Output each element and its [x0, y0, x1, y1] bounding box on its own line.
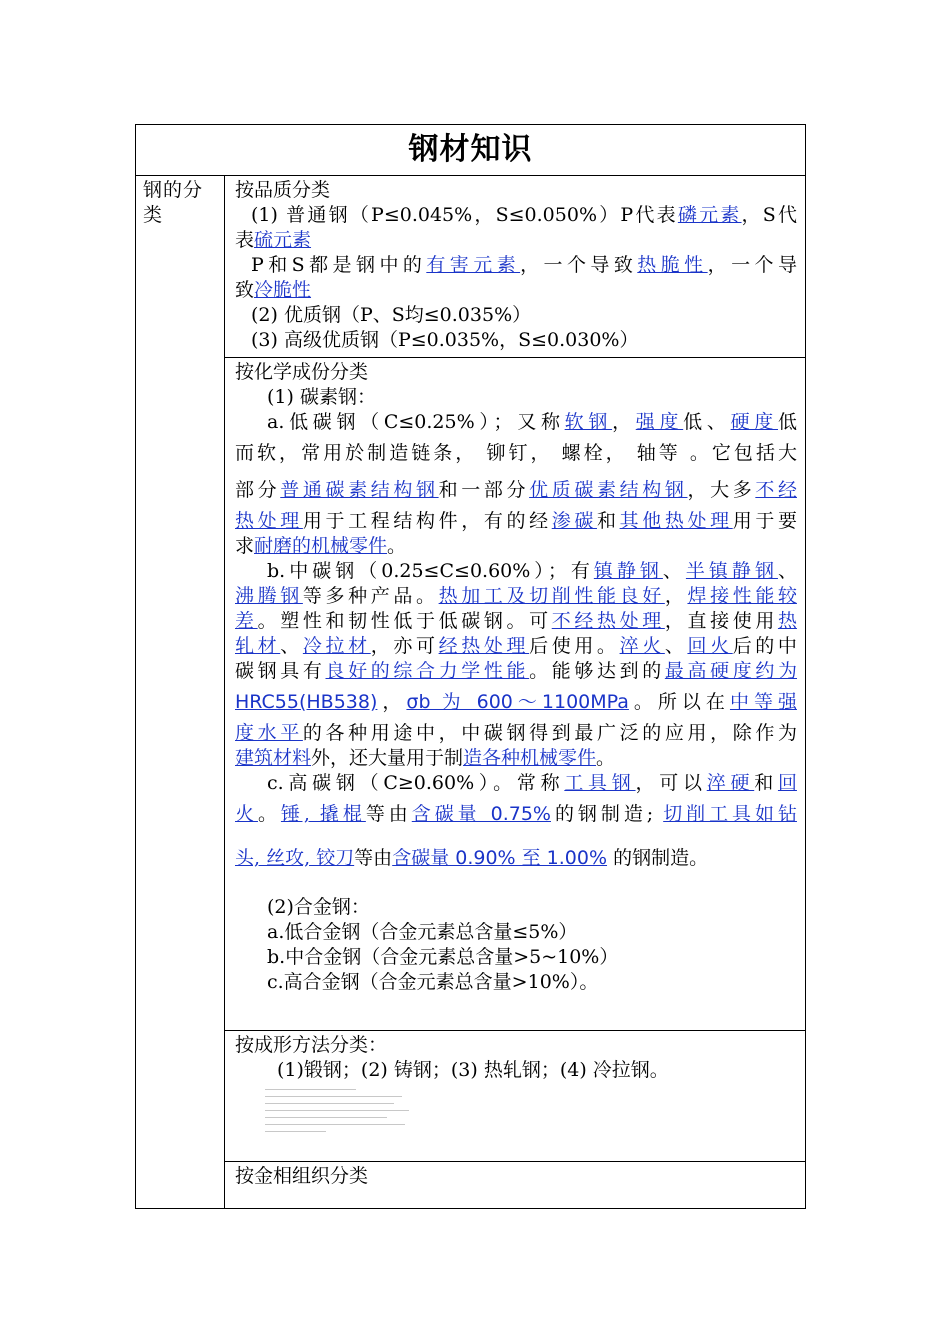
link-carbon-090[interactable]: 含碳量 0.90% 至 1.00%: [392, 847, 608, 869]
quality-line-1: (1) 普通钢（P≤0.045%，S≤0.050%）P代表磷元素，S代: [251, 204, 797, 226]
link-hammer-crowbar[interactable]: 锤, 撬棍: [280, 803, 366, 825]
chem-heading: 按化学成份分类: [235, 361, 369, 383]
category-label-cell: [136, 176, 225, 1209]
link-carbon-075[interactable]: 含碳量 0.75%: [411, 803, 551, 825]
link-hot-brittleness[interactable]: 热脆性: [637, 254, 708, 276]
link-medium-strength-2[interactable]: 度水平: [235, 722, 303, 744]
embedded-thumbnail-image: [265, 1089, 417, 1155]
mid-carbon-line-6: HRC55(HB538)，σb 为 600～1100MPa。所以在中等强: [235, 691, 797, 713]
low-carbon-line-1: a.低碳钢（C≤0.25%）；又称软钢，强度低、硬度低: [267, 411, 797, 433]
link-tempering-high[interactable]: 回: [777, 772, 797, 794]
carbon-heading: (1) 碳素钢：: [267, 386, 376, 408]
link-no-heat-treatment[interactable]: 不经: [755, 479, 797, 501]
link-medium-strength[interactable]: 中等强: [729, 691, 797, 713]
link-weldability-2[interactable]: 差: [235, 610, 258, 632]
link-hardening[interactable]: 淬硬: [706, 772, 755, 794]
alloy-high: c.高合金钢（合金元素总含量>10%）。: [267, 971, 599, 993]
link-cutting-tools[interactable]: 切削工具如钻: [663, 803, 797, 825]
low-carbon-line-5: 求耐磨的机械零件。: [235, 535, 407, 557]
link-rimmed-steel[interactable]: 沸腾钢: [235, 585, 303, 607]
page-title: 钢材知识: [408, 132, 533, 167]
link-quenching[interactable]: 淬火: [619, 635, 665, 657]
quality-line-3: P和S都是钢中的有害元素，一个导致热脆性，一个导: [251, 254, 797, 276]
link-hot-rolled[interactable]: 热: [777, 610, 797, 632]
link-killed-steel[interactable]: 镇静钢: [593, 560, 663, 582]
link-max-hardness[interactable]: 最高硬度约为: [664, 660, 797, 682]
link-sulfur[interactable]: 硫元素: [254, 229, 312, 251]
forming-section: [225, 1031, 806, 1162]
alloy-mid: b.中合金钢（合金元素总含量>5~10%）: [267, 946, 619, 968]
link-common-carbon-steel[interactable]: 普通碳素结构钢: [280, 479, 439, 501]
category-label: 钢的分类: [143, 179, 204, 226]
link-cold-brittleness[interactable]: 冷脆性: [254, 279, 312, 301]
link-hardness[interactable]: 硬度: [730, 411, 778, 433]
link-semi-killed-steel[interactable]: 半镇静钢: [685, 560, 778, 582]
high-carbon-line-2: 火。锤, 撬棍等由含碳量 0.75%的钢制造; 切削工具如钻: [235, 803, 797, 825]
link-weldability[interactable]: 焊接性能较: [687, 585, 797, 607]
mid-carbon-line-2: 沸腾钢等多种产品。热加工及切削性能良好，焊接性能较: [235, 585, 797, 607]
mid-carbon-line-3: 差。塑性和韧性低于低碳钢。可不经热处理，直接使用热: [235, 610, 797, 632]
link-strength[interactable]: 强度: [635, 411, 684, 433]
high-carbon-line-3: 头, 丝攻, 铰刀等由含碳量 0.90% 至 1.00% 的钢制造。: [235, 847, 709, 869]
link-wear-parts[interactable]: 耐磨的机械零件: [254, 535, 388, 557]
mid-carbon-line-4: 轧材、冷拉材，亦可经热处理后使用。淬火、回火后的中: [235, 635, 797, 657]
link-soft-steel[interactable]: 软钢: [564, 411, 613, 433]
steel-knowledge-table: [135, 124, 806, 1209]
quality-section: [225, 176, 806, 358]
link-no-heat-treatment-mid[interactable]: 不经热处理: [551, 610, 665, 632]
quality-line-6: (3) 高级优质钢（P≤0.035%，S≤0.030%）: [251, 329, 639, 351]
quality-heading: 按品质分类: [235, 179, 331, 201]
link-phosphorus[interactable]: 磷元素: [677, 204, 742, 226]
alloy-low: a.低合金钢（合金元素总含量≤5%）: [267, 921, 578, 943]
mid-carbon-line-8: 建筑材料外，还大量用于制造各种机械零件。: [235, 747, 616, 769]
link-carburizing[interactable]: 渗碳: [551, 510, 597, 532]
link-tempering[interactable]: 回火: [687, 635, 733, 657]
link-building-materials[interactable]: 建筑材料: [235, 747, 312, 769]
mid-carbon-line-1: b.中碳钢（0.25≤C≤0.60%）；有镇静钢、半镇静钢、: [267, 560, 797, 582]
chemical-section: [225, 358, 806, 1031]
low-carbon-line-4: 热处理用于工程结构件，有的经渗碳和其他热处理用于要: [235, 510, 797, 532]
high-carbon-line-1: c.高碳钢（C≥0.60%）。常称工具钢，可以淬硬和回: [267, 772, 797, 794]
forming-heading: 按成形方法分类：: [235, 1034, 388, 1056]
alloy-heading: (2)合金钢：: [267, 896, 370, 918]
forming-items: (1)锻钢；(2) 铸钢；(3) 热轧钢；(4) 冷拉钢。: [277, 1059, 669, 1081]
link-tensile-strength[interactable]: σb 为 600～1100MPa: [406, 691, 629, 713]
link-cutting-tools-2[interactable]: 头, 丝攻, 铰刀: [235, 847, 355, 869]
quality-line-5: (2) 优质钢（P、S均≤0.035%）: [251, 304, 532, 326]
low-carbon-line-2: 而软，常用於制造链条， 铆钉， 螺栓， 轴等 。它包括大: [235, 442, 797, 464]
link-heat-treated[interactable]: 经热处理: [438, 635, 530, 657]
link-mechanical-properties[interactable]: 良好的综合力学性能: [325, 660, 530, 682]
link-quality-carbon-steel[interactable]: 优质碳素结构钢: [529, 479, 688, 501]
link-machine-parts[interactable]: 造各种机械零件: [463, 747, 597, 769]
link-hot-working[interactable]: 热加工及切削性能良好: [438, 585, 665, 607]
mid-carbon-line-7: 度水平的各种用途中，中碳钢得到最广泛的应用，除作为: [235, 722, 797, 744]
metallographic-section: [225, 1162, 806, 1209]
link-no-heat-treatment-2[interactable]: 热处理: [235, 510, 303, 532]
mid-carbon-line-5: 碳钢具有良好的综合力学性能。能够达到的最高硬度约为: [235, 660, 797, 682]
link-hrc55[interactable]: HRC55(HB538): [235, 691, 378, 713]
link-harmful-elements[interactable]: 有害元素: [426, 254, 521, 276]
link-cold-drawn[interactable]: 冷拉材: [302, 635, 371, 657]
metallographic-heading: 按金相组织分类: [235, 1165, 369, 1187]
link-other-heat-treatment[interactable]: 其他热处理: [619, 510, 733, 532]
low-carbon-line-3: 部分普通碳素结构钢和一部分优质碳素结构钢，大多不经: [235, 479, 797, 501]
quality-line-4: 致冷脆性: [235, 279, 312, 301]
link-tool-steel[interactable]: 工具钢: [564, 772, 636, 794]
link-hot-rolled-2[interactable]: 轧材: [235, 635, 281, 657]
link-tempering-high-2[interactable]: 火: [235, 803, 258, 825]
title-cell: [136, 125, 806, 176]
quality-line-2: 表硫元素: [235, 229, 312, 251]
